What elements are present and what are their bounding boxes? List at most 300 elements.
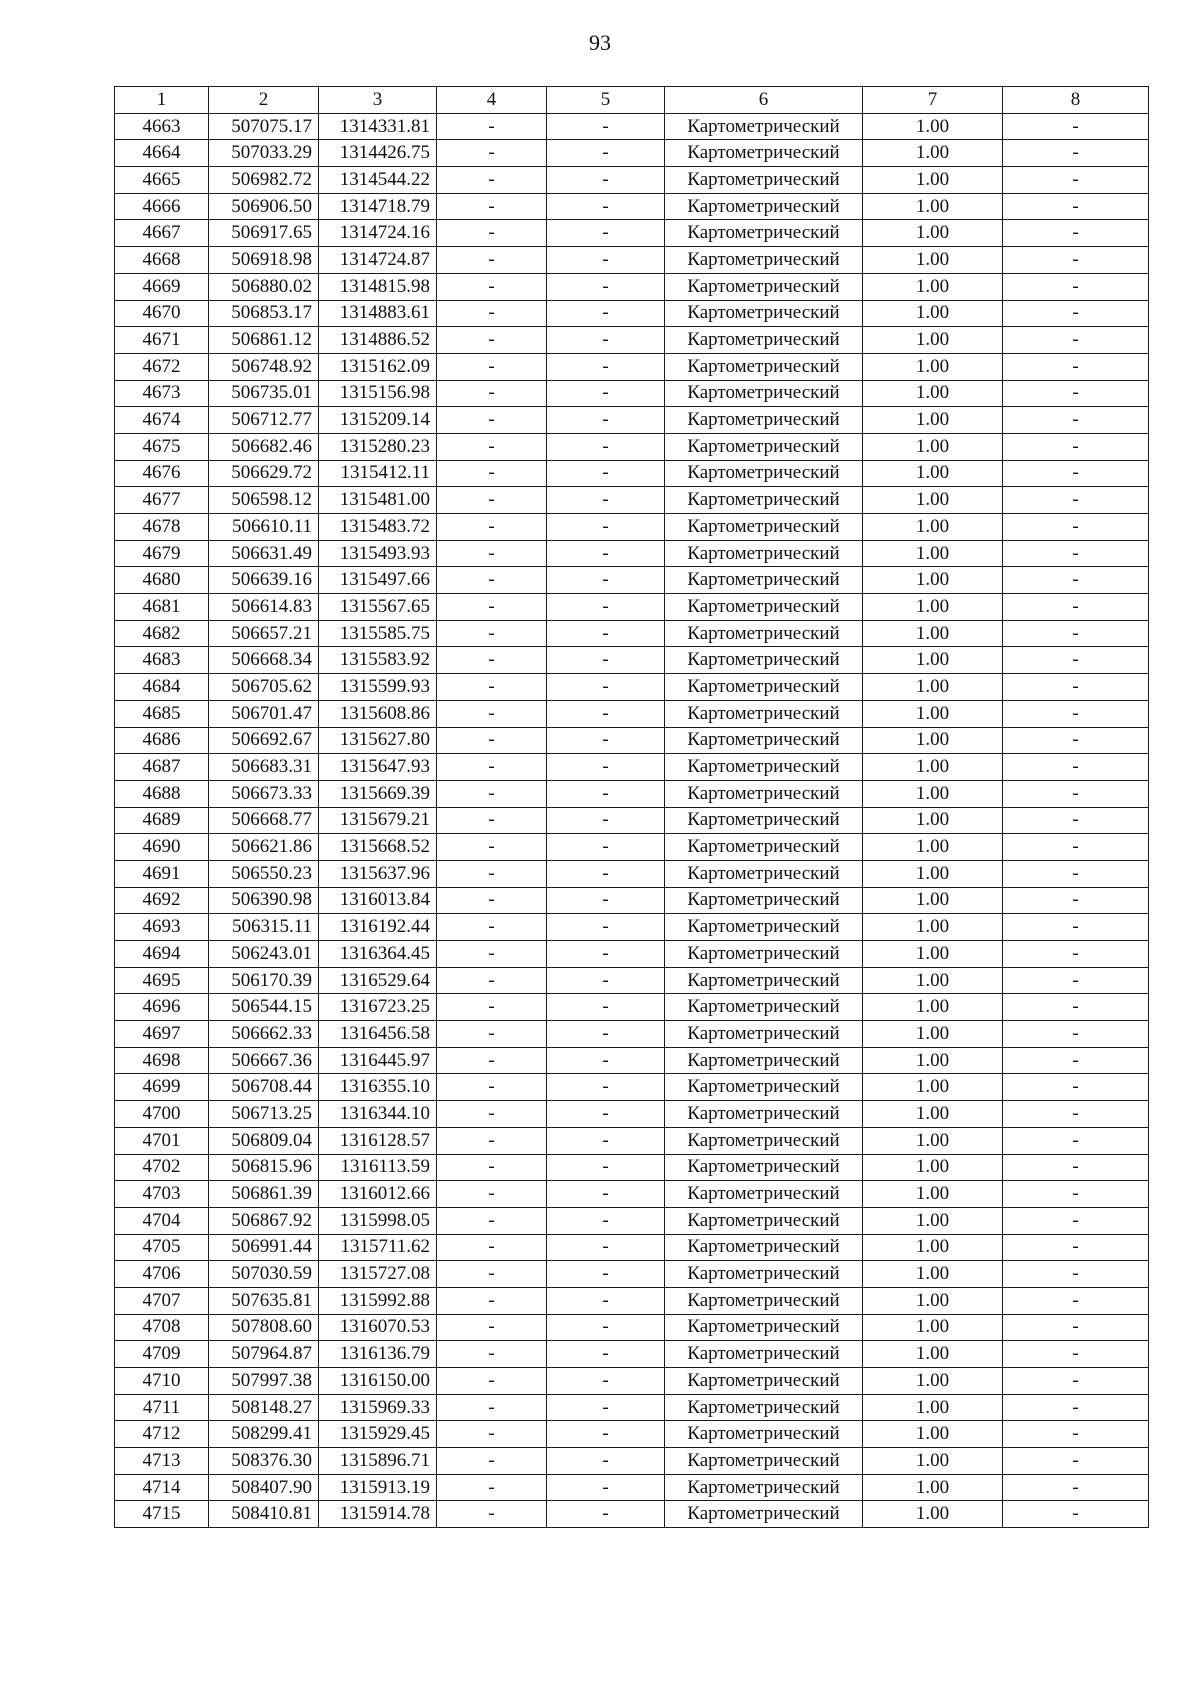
cell-col-5-value: -: [547, 1368, 665, 1395]
cell-col-8-value: -: [1003, 647, 1149, 674]
table-row: [115, 1261, 1149, 1288]
cell-coordinate-x: 506809.04: [209, 1127, 319, 1154]
table-row: [115, 220, 1149, 247]
cell-coordinate-y: 1315483.72: [319, 514, 437, 541]
cell-point-number: 4666: [115, 193, 209, 220]
cell-method: Картометрический: [665, 647, 863, 674]
cell-accuracy: 1.00: [863, 1287, 1003, 1314]
cell-col-8-value: -: [1003, 353, 1149, 380]
cell-col-5-value: -: [547, 914, 665, 941]
cell-accuracy: 1.00: [863, 1234, 1003, 1261]
page-number: 93: [589, 30, 611, 55]
cell-coordinate-y: 1314426.75: [319, 140, 437, 167]
table-row: [115, 460, 1149, 487]
cell-col-4-value: -: [437, 1368, 547, 1395]
cell-col-8-value: -: [1003, 407, 1149, 434]
cell-col-8-value: -: [1003, 1101, 1149, 1128]
column-header-2: 2: [209, 87, 319, 114]
cell-col-5-value: -: [547, 674, 665, 701]
cell-accuracy: 1.00: [863, 273, 1003, 300]
cell-coordinate-x: 506713.25: [209, 1101, 319, 1128]
cell-coordinate-x: 506705.62: [209, 674, 319, 701]
cell-accuracy: 1.00: [863, 247, 1003, 274]
cell-coordinate-x: 506629.72: [209, 460, 319, 487]
cell-coordinate-x: 506815.96: [209, 1154, 319, 1181]
cell-point-number: 4709: [115, 1341, 209, 1368]
cell-accuracy: 1.00: [863, 1181, 1003, 1208]
cell-coordinate-x: 506861.39: [209, 1181, 319, 1208]
cell-accuracy: 1.00: [863, 1314, 1003, 1341]
cell-col-4-value: -: [437, 273, 547, 300]
cell-method: Картометрический: [665, 460, 863, 487]
cell-point-number: 4706: [115, 1261, 209, 1288]
cell-point-number: 4693: [115, 914, 209, 941]
cell-col-4-value: -: [437, 1448, 547, 1475]
cell-coordinate-y: 1315679.21: [319, 807, 437, 834]
cell-point-number: 4677: [115, 487, 209, 514]
cell-col-5-value: -: [547, 1207, 665, 1234]
cell-col-5-value: -: [547, 754, 665, 781]
cell-col-4-value: -: [437, 1127, 547, 1154]
cell-coordinate-y: 1316723.25: [319, 994, 437, 1021]
cell-col-5-value: -: [547, 140, 665, 167]
cell-col-5-value: -: [547, 167, 665, 194]
cell-col-8-value: -: [1003, 300, 1149, 327]
cell-point-number: 4697: [115, 1021, 209, 1048]
cell-coordinate-y: 1314331.81: [319, 113, 437, 140]
cell-coordinate-x: 506708.44: [209, 1074, 319, 1101]
cell-point-number: 4665: [115, 167, 209, 194]
cell-coordinate-y: 1316355.10: [319, 1074, 437, 1101]
cell-point-number: 4676: [115, 460, 209, 487]
cell-method: Картометрический: [665, 1421, 863, 1448]
cell-coordinate-y: 1316456.58: [319, 1021, 437, 1048]
cell-col-8-value: -: [1003, 807, 1149, 834]
cell-col-8-value: -: [1003, 460, 1149, 487]
cell-point-number: 4700: [115, 1101, 209, 1128]
cell-method: Картометрический: [665, 860, 863, 887]
cell-accuracy: 1.00: [863, 1074, 1003, 1101]
cell-accuracy: 1.00: [863, 1261, 1003, 1288]
cell-method: Картометрический: [665, 380, 863, 407]
cell-accuracy: 1.00: [863, 1154, 1003, 1181]
cell-accuracy: 1.00: [863, 887, 1003, 914]
cell-point-number: 4696: [115, 994, 209, 1021]
cell-method: Картометрический: [665, 1341, 863, 1368]
cell-coordinate-x: 506918.98: [209, 247, 319, 274]
table-row: [115, 1234, 1149, 1261]
cell-col-5-value: -: [547, 1047, 665, 1074]
table-row: [115, 113, 1149, 140]
table-row: [115, 167, 1149, 194]
cell-col-5-value: -: [547, 727, 665, 754]
cell-accuracy: 1.00: [863, 540, 1003, 567]
cell-method: Картометрический: [665, 220, 863, 247]
cell-method: Картометрический: [665, 140, 863, 167]
cell-coordinate-y: 1316529.64: [319, 967, 437, 994]
column-header-5: 5: [547, 87, 665, 114]
cell-accuracy: 1.00: [863, 620, 1003, 647]
table-row: [115, 887, 1149, 914]
cell-col-5-value: -: [547, 1021, 665, 1048]
cell-coordinate-x: 506390.98: [209, 887, 319, 914]
cell-col-8-value: -: [1003, 1314, 1149, 1341]
column-header-8: 8: [1003, 87, 1149, 114]
cell-col-5-value: -: [547, 860, 665, 887]
cell-point-number: 4703: [115, 1181, 209, 1208]
cell-coordinate-x: 506683.31: [209, 754, 319, 781]
cell-coordinate-y: 1316364.45: [319, 941, 437, 968]
table-row: [115, 1287, 1149, 1314]
cell-coordinate-x: 508376.30: [209, 1448, 319, 1475]
cell-coordinate-x: 507964.87: [209, 1341, 319, 1368]
cell-col-4-value: -: [437, 887, 547, 914]
cell-col-8-value: -: [1003, 140, 1149, 167]
cell-col-4-value: -: [437, 1501, 547, 1528]
cell-point-number: 4675: [115, 433, 209, 460]
cell-col-4-value: -: [437, 1314, 547, 1341]
cell-accuracy: 1.00: [863, 1501, 1003, 1528]
cell-coordinate-y: 1316013.84: [319, 887, 437, 914]
cell-accuracy: 1.00: [863, 780, 1003, 807]
cell-coordinate-y: 1315711.62: [319, 1234, 437, 1261]
cell-coordinate-y: 1315585.75: [319, 620, 437, 647]
cell-coordinate-y: 1316445.97: [319, 1047, 437, 1074]
cell-col-4-value: -: [437, 967, 547, 994]
cell-col-5-value: -: [547, 1154, 665, 1181]
cell-coordinate-y: 1315914.78: [319, 1501, 437, 1528]
cell-coordinate-y: 1315647.93: [319, 754, 437, 781]
cell-coordinate-x: 506662.33: [209, 1021, 319, 1048]
cell-coordinate-x: 506692.67: [209, 727, 319, 754]
table-row: [115, 727, 1149, 754]
cell-col-8-value: -: [1003, 1234, 1149, 1261]
cell-accuracy: 1.00: [863, 647, 1003, 674]
cell-coordinate-y: 1316344.10: [319, 1101, 437, 1128]
cell-col-5-value: -: [547, 994, 665, 1021]
cell-coordinate-y: 1314544.22: [319, 167, 437, 194]
cell-coordinate-y: 1315627.80: [319, 727, 437, 754]
cell-method: Картометрический: [665, 353, 863, 380]
cell-method: Картометрический: [665, 300, 863, 327]
cell-point-number: 4682: [115, 620, 209, 647]
cell-point-number: 4708: [115, 1314, 209, 1341]
table-row: [115, 1394, 1149, 1421]
cell-col-5-value: -: [547, 620, 665, 647]
cell-col-8-value: -: [1003, 433, 1149, 460]
cell-method: Картометрический: [665, 273, 863, 300]
cell-method: Картометрический: [665, 407, 863, 434]
cell-col-8-value: -: [1003, 1341, 1149, 1368]
cell-coordinate-x: 506170.39: [209, 967, 319, 994]
table-header-row: [115, 87, 1149, 114]
cell-accuracy: 1.00: [863, 487, 1003, 514]
cell-method: Картометрический: [665, 807, 863, 834]
table-row: [115, 540, 1149, 567]
cell-col-8-value: -: [1003, 327, 1149, 354]
table-row: [115, 1074, 1149, 1101]
cell-col-4-value: -: [437, 700, 547, 727]
cell-method: Картометрический: [665, 941, 863, 968]
column-header-3: 3: [319, 87, 437, 114]
cell-point-number: 4680: [115, 567, 209, 594]
cell-coordinate-x: 506712.77: [209, 407, 319, 434]
cell-coordinate-y: 1314724.16: [319, 220, 437, 247]
cell-method: Картометрический: [665, 1287, 863, 1314]
cell-accuracy: 1.00: [863, 514, 1003, 541]
cell-method: Картометрический: [665, 1501, 863, 1528]
cell-point-number: 4714: [115, 1474, 209, 1501]
cell-col-8-value: -: [1003, 273, 1149, 300]
cell-accuracy: 1.00: [863, 353, 1003, 380]
cell-accuracy: 1.00: [863, 1394, 1003, 1421]
cell-method: Картометрический: [665, 514, 863, 541]
table-row: [115, 1448, 1149, 1475]
cell-col-4-value: -: [437, 860, 547, 887]
cell-coordinate-x: 506550.23: [209, 860, 319, 887]
cell-accuracy: 1.00: [863, 594, 1003, 621]
cell-method: Картометрический: [665, 994, 863, 1021]
cell-coordinate-x: 506667.36: [209, 1047, 319, 1074]
cell-coordinate-x: 508148.27: [209, 1394, 319, 1421]
cell-coordinate-x: 507635.81: [209, 1287, 319, 1314]
cell-col-4-value: -: [437, 514, 547, 541]
cell-col-5-value: -: [547, 1501, 665, 1528]
cell-col-8-value: -: [1003, 914, 1149, 941]
table-body: [115, 113, 1149, 1527]
cell-coordinate-x: 506315.11: [209, 914, 319, 941]
cell-point-number: 4692: [115, 887, 209, 914]
cell-col-5-value: -: [547, 514, 665, 541]
cell-point-number: 4678: [115, 514, 209, 541]
table-row: [115, 620, 1149, 647]
table-row: [115, 380, 1149, 407]
cell-col-4-value: -: [437, 674, 547, 701]
cell-method: Картометрический: [665, 1021, 863, 1048]
cell-col-4-value: -: [437, 780, 547, 807]
cell-point-number: 4683: [115, 647, 209, 674]
table-row: [115, 1127, 1149, 1154]
cell-coordinate-y: 1315209.14: [319, 407, 437, 434]
cell-accuracy: 1.00: [863, 1207, 1003, 1234]
cell-method: Картометрический: [665, 1154, 863, 1181]
cell-coordinate-y: 1315896.71: [319, 1448, 437, 1475]
cell-col-5-value: -: [547, 193, 665, 220]
cell-coordinate-y: 1316113.59: [319, 1154, 437, 1181]
cell-method: Картометрический: [665, 727, 863, 754]
cell-col-5-value: -: [547, 327, 665, 354]
cell-col-8-value: -: [1003, 1127, 1149, 1154]
cell-point-number: 4701: [115, 1127, 209, 1154]
table-row: [115, 407, 1149, 434]
cell-method: Картометрический: [665, 780, 863, 807]
cell-method: Картометрический: [665, 594, 863, 621]
cell-coordinate-x: 506639.16: [209, 567, 319, 594]
cell-col-4-value: -: [437, 407, 547, 434]
cell-col-4-value: -: [437, 941, 547, 968]
cell-point-number: 4694: [115, 941, 209, 968]
cell-col-4-value: -: [437, 300, 547, 327]
cell-point-number: 4684: [115, 674, 209, 701]
cell-accuracy: 1.00: [863, 1368, 1003, 1395]
cell-col-4-value: -: [437, 353, 547, 380]
cell-coordinate-x: 506880.02: [209, 273, 319, 300]
cell-col-4-value: -: [437, 380, 547, 407]
cell-col-5-value: -: [547, 647, 665, 674]
table-row: [115, 193, 1149, 220]
cell-col-8-value: -: [1003, 941, 1149, 968]
cell-method: Картометрический: [665, 620, 863, 647]
cell-col-4-value: -: [437, 1074, 547, 1101]
cell-col-5-value: -: [547, 887, 665, 914]
cell-point-number: 4669: [115, 273, 209, 300]
cell-coordinate-x: 508407.90: [209, 1474, 319, 1501]
cell-coordinate-y: 1316070.53: [319, 1314, 437, 1341]
cell-col-5-value: -: [547, 1181, 665, 1208]
cell-coordinate-x: 506614.83: [209, 594, 319, 621]
cell-col-4-value: -: [437, 460, 547, 487]
table-row: [115, 834, 1149, 861]
cell-coordinate-x: 506991.44: [209, 1234, 319, 1261]
cell-col-5-value: -: [547, 407, 665, 434]
cell-col-5-value: -: [547, 807, 665, 834]
cell-point-number: 4673: [115, 380, 209, 407]
cell-coordinate-y: 1315162.09: [319, 353, 437, 380]
cell-coordinate-y: 1315727.08: [319, 1261, 437, 1288]
column-header-7: 7: [863, 87, 1003, 114]
cell-method: Картометрический: [665, 1181, 863, 1208]
cell-col-4-value: -: [437, 327, 547, 354]
cell-col-8-value: -: [1003, 247, 1149, 274]
cell-col-5-value: -: [547, 433, 665, 460]
cell-method: Картометрический: [665, 1101, 863, 1128]
cell-col-8-value: -: [1003, 860, 1149, 887]
table-row: [115, 1474, 1149, 1501]
cell-method: Картометрический: [665, 1314, 863, 1341]
cell-col-5-value: -: [547, 220, 665, 247]
cell-accuracy: 1.00: [863, 327, 1003, 354]
cell-point-number: 4681: [115, 594, 209, 621]
cell-point-number: 4671: [115, 327, 209, 354]
cell-point-number: 4674: [115, 407, 209, 434]
cell-coordinate-y: 1315608.86: [319, 700, 437, 727]
cell-coordinate-x: 506598.12: [209, 487, 319, 514]
cell-point-number: 4685: [115, 700, 209, 727]
cell-method: Картометрический: [665, 967, 863, 994]
cell-col-4-value: -: [437, 834, 547, 861]
cell-col-8-value: -: [1003, 1261, 1149, 1288]
cell-col-8-value: -: [1003, 620, 1149, 647]
cell-col-4-value: -: [437, 1287, 547, 1314]
cell-col-4-value: -: [437, 647, 547, 674]
cell-coordinate-x: 506861.12: [209, 327, 319, 354]
cell-col-5-value: -: [547, 1234, 665, 1261]
table-row: [115, 1421, 1149, 1448]
cell-col-8-value: -: [1003, 1368, 1149, 1395]
cell-col-8-value: -: [1003, 1181, 1149, 1208]
cell-point-number: 4672: [115, 353, 209, 380]
cell-accuracy: 1.00: [863, 834, 1003, 861]
cell-point-number: 4667: [115, 220, 209, 247]
table-row: [115, 327, 1149, 354]
cell-col-8-value: -: [1003, 167, 1149, 194]
cell-coordinate-x: 506853.17: [209, 300, 319, 327]
cell-coordinate-y: 1315156.98: [319, 380, 437, 407]
cell-method: Картометрический: [665, 1127, 863, 1154]
cell-point-number: 4707: [115, 1287, 209, 1314]
cell-point-number: 4702: [115, 1154, 209, 1181]
cell-col-5-value: -: [547, 353, 665, 380]
cell-point-number: 4691: [115, 860, 209, 887]
cell-coordinate-x: 507997.38: [209, 1368, 319, 1395]
cell-col-8-value: -: [1003, 1047, 1149, 1074]
cell-coordinate-x: 506631.49: [209, 540, 319, 567]
coordinates-table: [114, 86, 1149, 1528]
cell-coordinate-y: 1314883.61: [319, 300, 437, 327]
table-row: [115, 487, 1149, 514]
table-row: [115, 353, 1149, 380]
table-row: [115, 567, 1149, 594]
cell-point-number: 4699: [115, 1074, 209, 1101]
cell-col-4-value: -: [437, 220, 547, 247]
cell-coordinate-y: 1315969.33: [319, 1394, 437, 1421]
cell-col-5-value: -: [547, 1341, 665, 1368]
cell-accuracy: 1.00: [863, 193, 1003, 220]
cell-method: Картометрический: [665, 193, 863, 220]
cell-col-8-value: -: [1003, 1394, 1149, 1421]
cell-col-8-value: -: [1003, 1421, 1149, 1448]
cell-col-8-value: -: [1003, 887, 1149, 914]
cell-coordinate-x: 507808.60: [209, 1314, 319, 1341]
cell-col-5-value: -: [547, 780, 665, 807]
cell-coordinate-y: 1315583.92: [319, 647, 437, 674]
cell-col-8-value: -: [1003, 113, 1149, 140]
cell-coordinate-x: 508410.81: [209, 1501, 319, 1528]
cell-coordinate-x: 506917.65: [209, 220, 319, 247]
table-row: [115, 994, 1149, 1021]
cell-point-number: 4664: [115, 140, 209, 167]
cell-method: Картометрический: [665, 113, 863, 140]
cell-col-8-value: -: [1003, 1448, 1149, 1475]
cell-coordinate-y: 1315998.05: [319, 1207, 437, 1234]
cell-col-5-value: -: [547, 1394, 665, 1421]
cell-method: Картометрический: [665, 834, 863, 861]
cell-col-4-value: -: [437, 113, 547, 140]
cell-method: Картометрический: [665, 674, 863, 701]
cell-coordinate-y: 1316192.44: [319, 914, 437, 941]
cell-col-8-value: -: [1003, 1207, 1149, 1234]
cell-col-4-value: -: [437, 167, 547, 194]
cell-point-number: 4710: [115, 1368, 209, 1395]
table-row: [115, 247, 1149, 274]
cell-accuracy: 1.00: [863, 1047, 1003, 1074]
cell-col-4-value: -: [437, 1234, 547, 1261]
cell-col-4-value: -: [437, 1261, 547, 1288]
cell-col-4-value: -: [437, 1474, 547, 1501]
cell-col-8-value: -: [1003, 754, 1149, 781]
cell-col-4-value: -: [437, 594, 547, 621]
cell-col-4-value: -: [437, 1341, 547, 1368]
cell-accuracy: 1.00: [863, 1127, 1003, 1154]
cell-col-5-value: -: [547, 1448, 665, 1475]
cell-col-8-value: -: [1003, 1074, 1149, 1101]
cell-coordinate-y: 1315481.00: [319, 487, 437, 514]
cell-col-8-value: -: [1003, 967, 1149, 994]
cell-col-8-value: -: [1003, 1474, 1149, 1501]
cell-point-number: 4705: [115, 1234, 209, 1261]
cell-col-4-value: -: [437, 620, 547, 647]
cell-col-8-value: -: [1003, 380, 1149, 407]
